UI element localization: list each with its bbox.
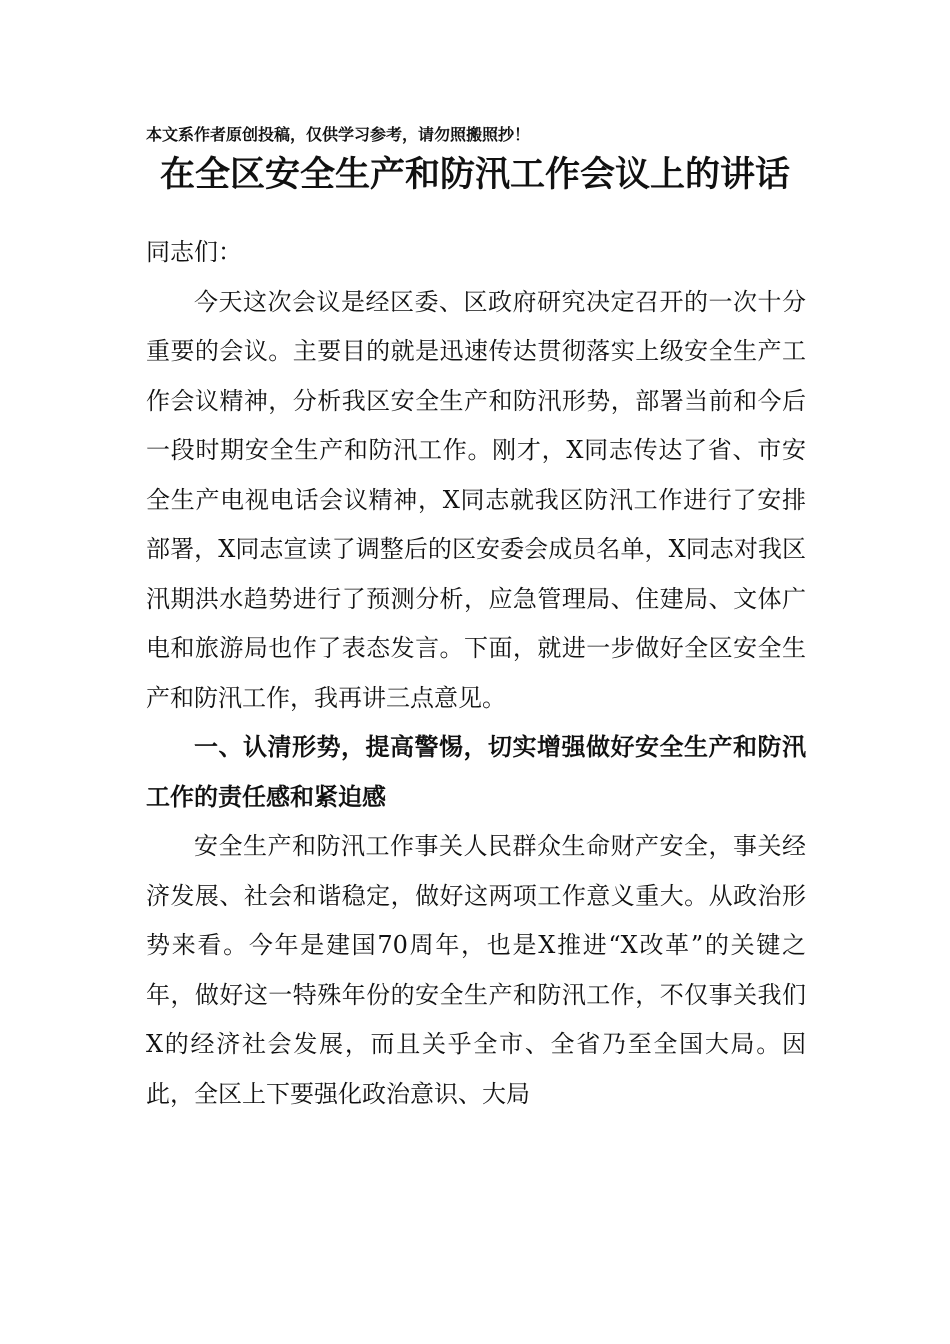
paragraph-intro: 今天这次会议是经区委、区政府研究决定召开的一次十分重要的会议。主要目的就是迅速传达贯彻落实上级安全生产工作会议精神，分析我区安全生产和防汛形势，部署当前和今后一段时期安全生产和防汛工作。刚才，X同志传达了省、市安全生产电视电话会议精神，X同志就我区防汛工作进行了安排部署，X同志宣读了调整后的区安委会成员名单，X同志对我区汛期洪水趋势进行了预测分析，应急管理局、住建局、文体广电和旅游局也作了表态发言。下面，就进一步做好全区安全生产和防汛工作，我再讲三点意见。 bbox=[146, 287, 806, 712]
section-heading-1: 一、认清形势，提高警惕，切实增强做好安全生产和防汛工作的责任感和紧迫感 bbox=[146, 733, 806, 811]
document-title: 在全区安全生产和防汛工作会议上的讲话 bbox=[159, 154, 790, 195]
salutation: 同志们： bbox=[146, 238, 242, 266]
document-body bbox=[146, 228, 806, 1119]
copyright-notice: 本文系作者原创投稿，仅供学习参考，请勿照搬照抄！ bbox=[146, 125, 531, 144]
paragraph-section-1: 安全生产和防汛工作事关人民群众生命财产安全，事关经济发展、社会和谐稳定，做好这两项工作意义重大。从政治形势来看。今年是建国70周年，也是X推进“X改革”的关键之年，做好这一特殊年份的安全生产和防汛工作，不仅事关我们X的经济社会发展，而且关乎全市、全省乃至全国大局。因此，全区上下要强化政治意识、大局 bbox=[146, 832, 806, 1108]
